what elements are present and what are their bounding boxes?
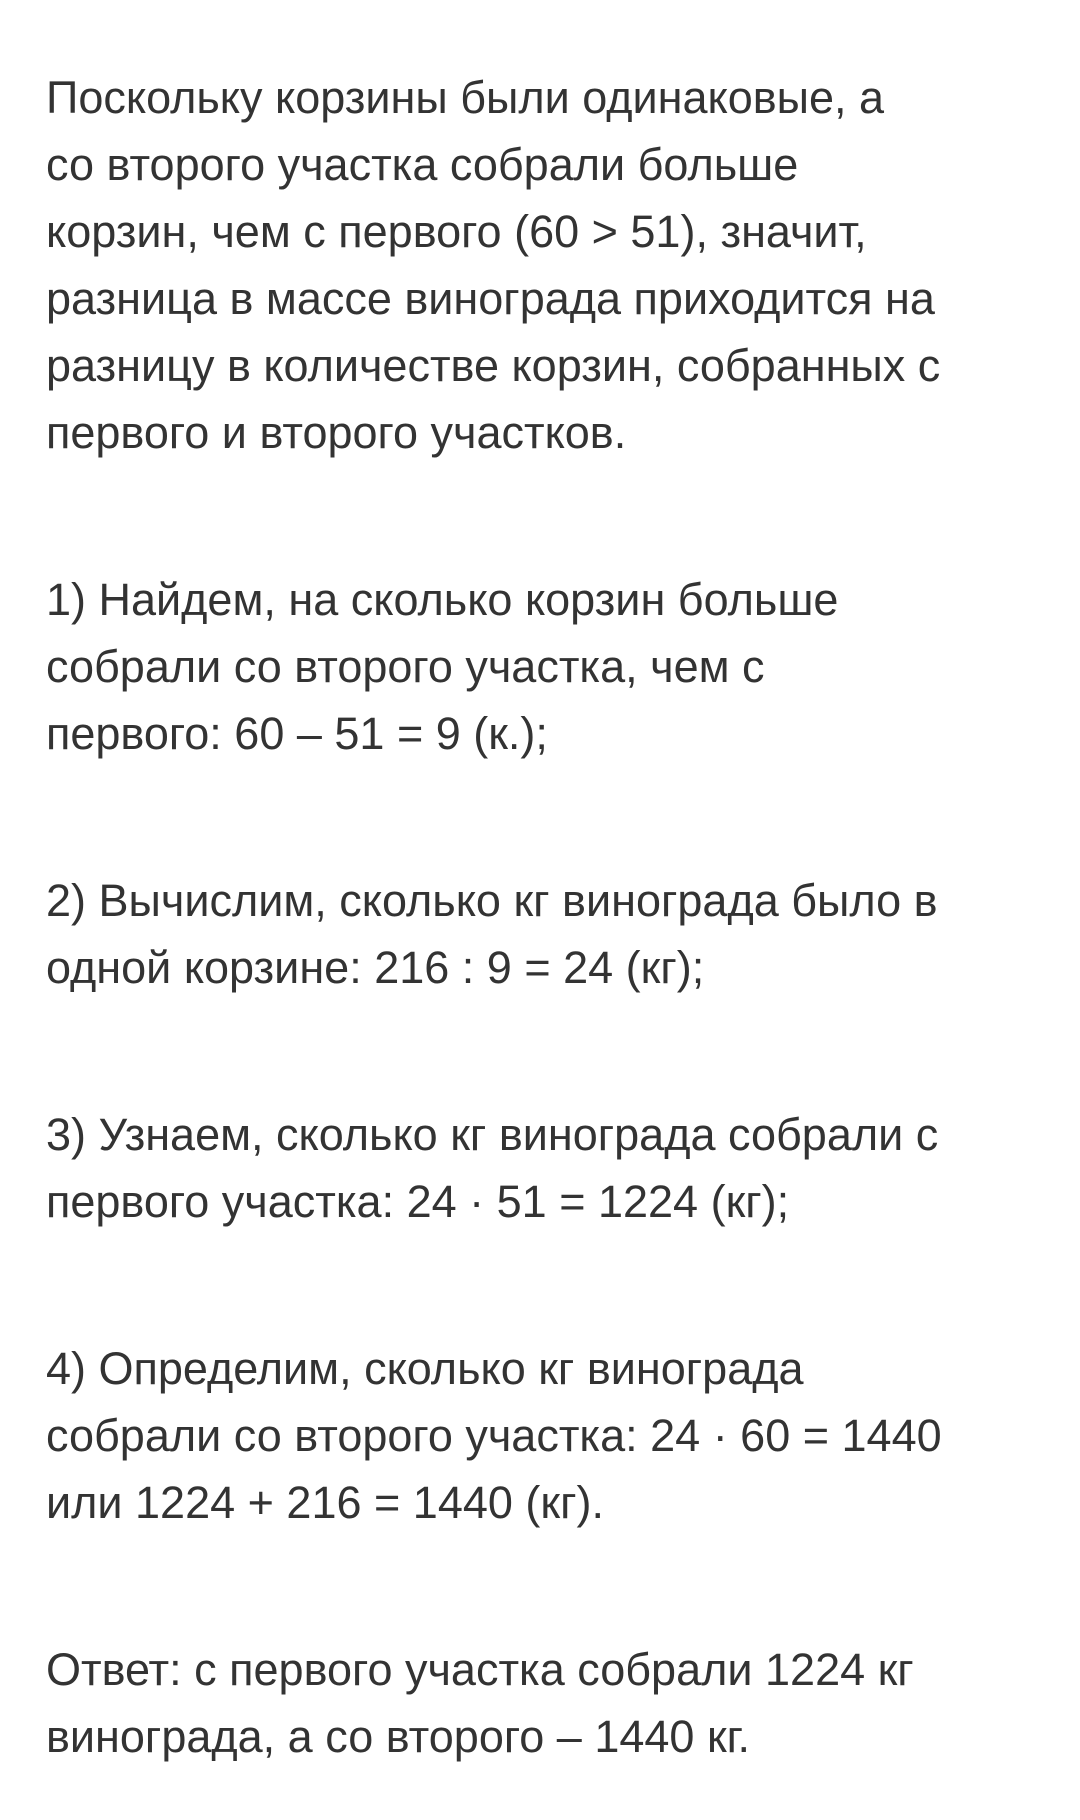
step-2-paragraph (46, 867, 1040, 1001)
text-line: или 1224 + 216 = 1440 (кг). (46, 1477, 604, 1528)
text-line: 3) Узнаем, сколько кг винограда собрали с (46, 1109, 939, 1160)
text-line: собрали со второго участка, чем с (46, 641, 765, 692)
text-line: Ответ: с первого участка собрали 1224 кг (46, 1644, 914, 1695)
text-line: Поскольку корзины были одинаковые, а (46, 72, 885, 123)
text-line: собрали со второго участка: 24 · 60 = 1440 (46, 1410, 942, 1461)
text-line: первого и второго участков. (46, 407, 627, 458)
answer-paragraph (46, 1636, 1040, 1770)
text-line: со второго участка собрали больше (46, 139, 799, 190)
text-line: корзин, чем с первого (60 ˃ 51), значит, (46, 206, 867, 257)
intro-paragraph (46, 64, 1040, 466)
text-line: одной корзине: 216 : 9 = 24 (кг); (46, 942, 705, 993)
text-line: 4) Определим, сколько кг винограда (46, 1343, 804, 1394)
step-4-paragraph (46, 1335, 1040, 1536)
text-line: 2) Вычислим, сколько кг винограда было в (46, 875, 938, 926)
text-line: 1) Найдем, на сколько корзин больше (46, 574, 839, 625)
text-line: разницу в количестве корзин, собранных с (46, 340, 941, 391)
text-line: первого: 60 – 51 = 9 (к.); (46, 708, 548, 759)
text-line: первого участка: 24 · 51 = 1224 (кг); (46, 1176, 790, 1227)
step-3-paragraph (46, 1101, 1040, 1235)
text-line: винограда, а со второго – 1440 кг. (46, 1711, 751, 1762)
step-1-paragraph (46, 566, 1040, 767)
text-line: разница в массе винограда приходится на (46, 273, 935, 324)
